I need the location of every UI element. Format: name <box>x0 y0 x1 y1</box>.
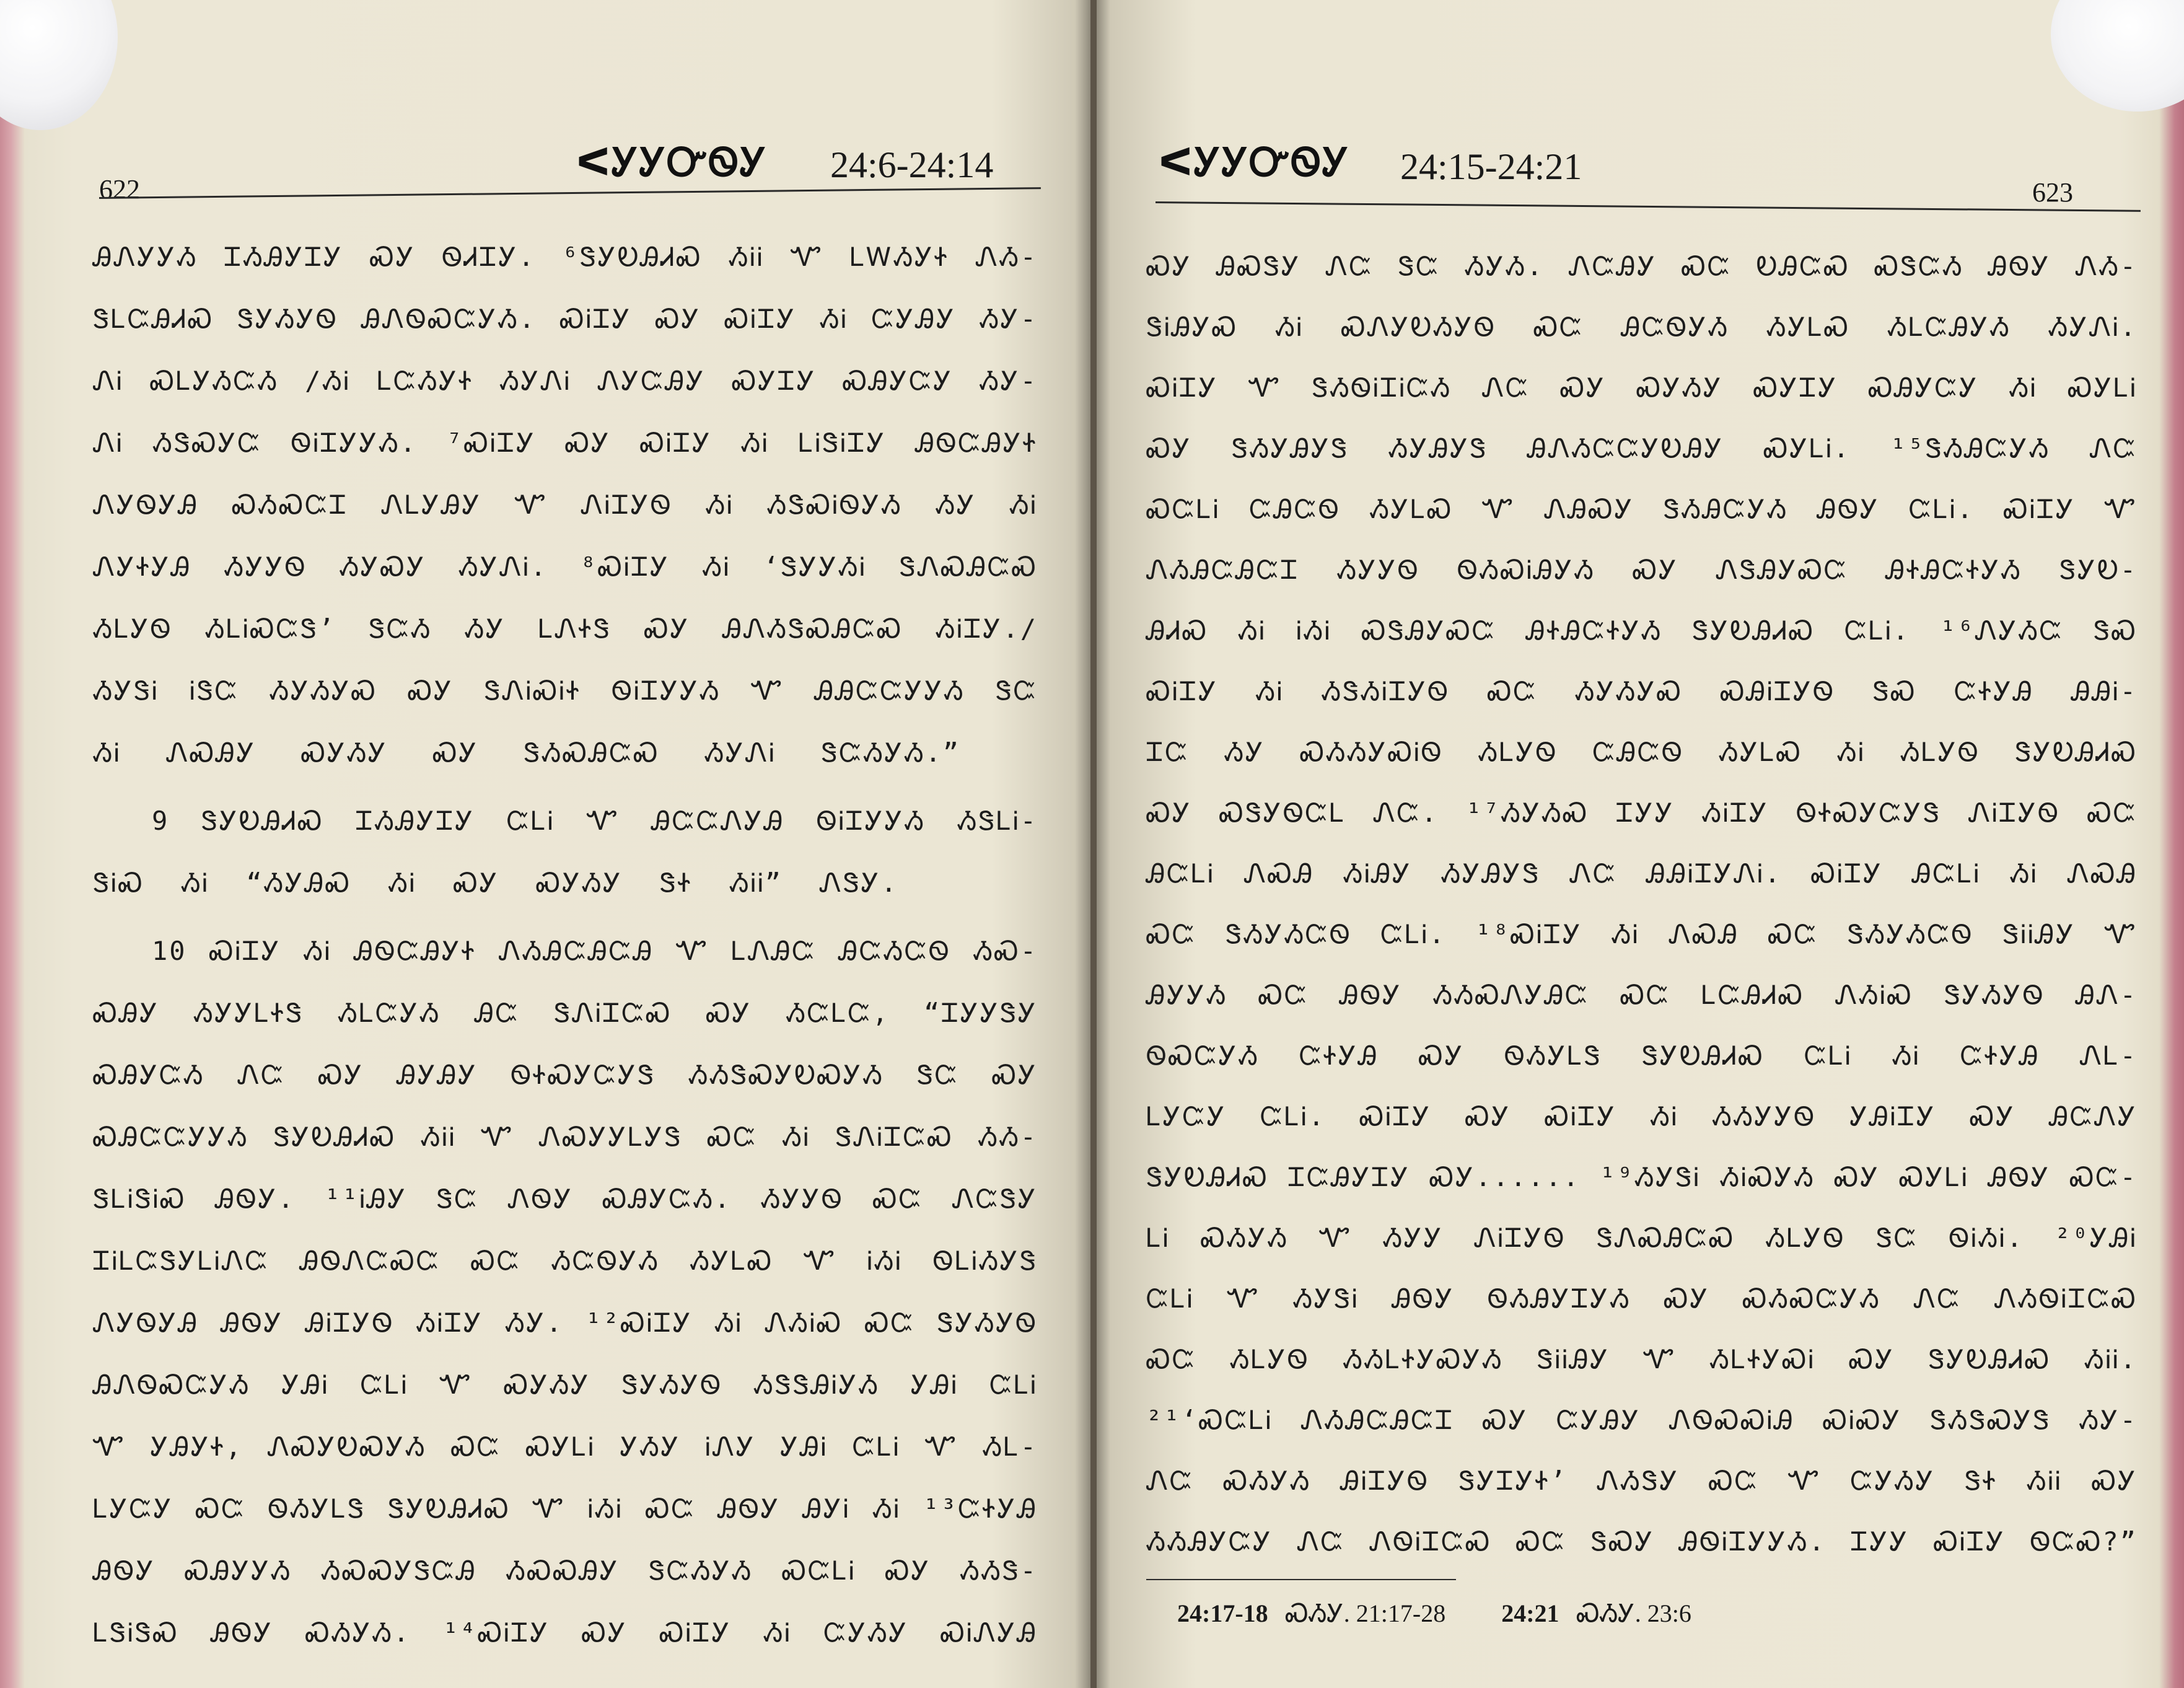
text-line: ᎯᏨᏞᎥ ᏁᏍᎯ ᏱᎥᎯᎩ ᏱᎩᎯᎩᏕ ᏁᏨ ᎯᎯᎥᏆᎩᏁᎥ. ᏍᎥᏆᎩ ᎯᏨᏞᎥ ᏱᎥ ᏁᏍᎯ <box>1146 858 2138 889</box>
page-number: 622 <box>99 174 140 204</box>
left-text-block <box>93 242 1038 1667</box>
page-number: 623 <box>2032 177 2073 208</box>
text-line: ᏱᎥ ᏁᏍᎯᎩ ᏍᎩᏱᎩ ᏍᎩ ᏕᏱᏍᎯᏨᏍ ᏱᎩᏁᎥ ᏕᏨᏱᎩᏱ.” <box>93 737 960 768</box>
text-line: ᏁᏱᎯᏨᎯᏨᏆ ᏱᎩᎩᏫ ᏫᏱᏍᎥᎯᎩᏱ ᏍᎩ ᏁᏕᎯᎩᏍᏨ ᎯᏐᎯᏨᏐᎩᏱ ᏕᎩᎧ- <box>1146 555 2138 585</box>
text-line: 9 ᏕᎩᎧᎯᏗᏍ ᏆᏱᎯᎩᏆᎩ ᏨᏞᎥ Ꮙ ᎯᏨᏨᏁᎩᎯ ᏫᎥᏆᎩᎩᏱ ᏱᏕᏞᎥ- <box>152 806 1038 836</box>
text-line: ᏍᎯᏨᏨᎩᎩᏱ ᏕᎩᎧᎯᏗᏍ ᏱᎥᎥ Ꮙ ᏁᏍᎩᎩᏞᎩᏕ ᏍᏨ ᏱᎥ ᏕᏁᎥᏆᏨᏍ ᏱᏱ- <box>93 1122 1038 1152</box>
text-line: ᏍᎩ ᏕᏱᎩᎯᎩᏕ ᏱᎩᎯᎩᏕ ᎯᏁᏱᏨᏨᎩᎧᎯᎩ ᏍᎩᏞᎥ. ¹⁵ᏕᏱᎯᏨᎩᏱ ᏁᏨ <box>1146 433 2138 464</box>
text-line: ᏍᎥᏆᎩ Ꮙ ᏕᏱᏫᎥᏆᎥᏨᏱ ᏁᏨ ᏍᎩ ᏍᎩᏱᎩ ᏍᎩᏆᎩ ᏍᎯᎩᏨᎩ ᏱᎥ ᏍᎩᏞᎥ <box>1146 372 2138 403</box>
header-rule <box>99 187 1041 199</box>
text-line: ᏱᎩᏕᎥ ᎥᏕᏨ ᏱᎩᏱᎩᏍ ᏍᎩ ᏕᏁᎥᏍᎥᏐ ᏫᎥᏆᎩᎩᏱ Ꮙ ᎯᎯᏨᏨᎩᎩᏱ ᏕᏨ <box>93 675 1038 706</box>
text-line: ᎯᎩᎩᏱ ᏍᏨ ᎯᏫᎩ ᏱᏱᏍᏁᎩᎯᏨ ᏍᏨ ᏞᏨᎯᏗᏍ ᏁᏱᎥᏍ ᏕᎩᏱᎩᏫ ᎯᏁ- <box>1146 980 2138 1010</box>
text-line: ᏍᏨ ᏱᏞᎩᏫ ᏱᏱᏞᏐᎩᏍᎩᏱ ᏕᎥᎥᎯᎩ Ꮙ ᏱᏞᏐᎩᏍᎥ ᏍᎩ ᏕᎩᎧᎯᏗᏍ ᏱᎥᎥ. <box>1146 1344 2138 1374</box>
text-line: ᏍᎩ ᎯᏍᏕᎩ ᏁᏨ ᏕᏨ ᏱᎩᏱ. ᏁᏨᎯᎩ ᏍᏨ ᎧᎯᏨᏍ ᏍᏕᏨᏱ ᎯᏫᎩ ᏁᏱ- <box>1146 251 2138 281</box>
text-line: ᏞᎥ ᏍᏱᎩᏱ Ꮙ ᏱᎩᎩ ᏁᎥᏆᎩᏫ ᏕᏁᏍᎯᏨᏍ ᏱᏞᎩᏫ ᏕᏨ ᏫᎥᏱᎥ. ²⁰ᎩᎯᎥ <box>1146 1223 2138 1253</box>
left-page <box>0 0 1090 1688</box>
text-line: ᏞᎩᏨᎩ ᏨᏞᎥ. ᏍᎥᏆᎩ ᏍᎩ ᏍᎥᏆᎩ ᏱᎥ ᏱᏱᎩᎩᏫ ᎩᎯᎥᏆᎩ ᏍᎩ ᎯᏨᏁᎩ <box>1146 1101 2138 1132</box>
footnote <box>1177 1599 1691 1628</box>
text-line: ᎯᏁᏫᏍᏨᎩᏱ ᎩᎯᎥ ᏨᏞᎥ Ꮙ ᏍᎩᏱᎩ ᏕᎩᏱᎩᏫ ᏱᏕᏕᎯᎥᎩᏱ ᎩᎯᎥ ᏨᏞᎥ <box>93 1369 1038 1400</box>
running-head-reference: 24:6-24:14 <box>830 144 994 185</box>
text-line: ᏕᎩᎧᎯᏗᏍ ᏆᏨᎯᎩᏆᎩ ᏍᎩ...... ¹⁹ᏱᎩᏕᎥ ᏱᎥᏍᎩᏱ ᏍᎩ ᏍᎩᏞᎥ ᎯᏫᎩ ᏍᏨ- <box>1146 1162 2138 1192</box>
text-line: 10 ᏍᎥᏆᎩ ᏱᎥ ᎯᏫᏨᎯᎩᏐ ᏁᏱᎯᏨᎯᏨᎯ Ꮙ ᏞᏁᎯᏨ ᎯᏨᏱᏨᏫ ᏱᏍ- <box>152 936 1038 966</box>
text-line: ᏍᏨᏞᎥ ᏨᎯᏨᏫ ᏱᎩᏞᏍ Ꮙ ᏁᎯᏍᎩ ᏕᏱᎯᏨᎩᏱ ᎯᏫᎩ ᏨᏞᎥ. ᏍᎥᏆᎩ Ꮙ <box>1146 494 2138 524</box>
text-line: ᏆᏨ ᏱᎩ ᏍᏱᏱᎩᏍᎥᏫ ᏱᏞᎩᏫ ᏨᎯᏨᏫ ᏱᎩᏞᏍ ᏱᎥ ᏱᏞᎩᏫ ᏕᎩᎧᎯᏗᏍ <box>1146 737 2138 767</box>
book-spine <box>1090 0 1097 1688</box>
text-line: ᏁᎥ ᏍᏞᎩᏱᏨᏱ /ᏱᎥ ᏞᏨᏱᎩᏐ ᏱᎩᏁᎥ ᏁᎩᏨᎯᎩ ᏍᎩᏆᎩ ᏍᎯᎩᏨᎩ ᏱᎩ- <box>93 366 1038 396</box>
text-line: ᏱᏞᎩᏫ ᏱᏞᎥᏍᏨᏕ’ ᏕᏨᏱ ᏱᎩ ᏞᏁᏐᏕ ᏍᎩ ᎯᏁᏱᏕᏍᎯᏨᏍ ᏱᎥᏆᎩ./ <box>93 613 1038 644</box>
text-line: Ꮙ ᎩᎯᎩᏐ, ᏁᏍᎩᎧᏍᎩᏱ ᏍᏨ ᏍᎩᏞᎥ ᎩᏱᎩ ᎥᏁᎩ ᎩᎯᎥ ᏨᏞᎥ Ꮙ ᏱᏞ- <box>93 1431 1038 1462</box>
text-line: ᏍᎯᎩ ᏱᎩᎩᏞᏐᏕ ᏱᏞᏨᎩᏱ ᎯᏨ ᏕᏁᎥᏆᏨᏍ ᏍᎩ ᏱᏨᏞᏨ, “ᏆᎩᎩᏕᎩ <box>93 998 1038 1028</box>
text-line: ᏆᎥᏞᏨᏕᎩᏞᎥᏁᏨ ᎯᏫᏁᏨᏍᏨ ᏍᏨ ᏱᏨᏫᎩᏱ ᏱᎩᏞᏍ Ꮙ ᎥᏱᎥ ᏫᏞᎥᏱᎩᏕ <box>93 1246 1038 1276</box>
text-line: ᏁᎩᏐᎩᎯ ᏱᎩᎩᏫ ᏱᎩᏍᎩ ᏱᎩᏁᎥ. ⁸ᏍᎥᏆᎩ ᏱᎥ ‘ᏕᎩᎩᏱᎥ ᏕᏁᏍᎯᏨᏍ <box>93 552 1038 582</box>
right-page <box>1097 0 2184 1688</box>
text-line: ᏍᎯᎩᏨᏱ ᏁᏨ ᏍᎩ ᎯᎩᎯᎩ ᏫᏐᏍᎩᏨᎩᏕ ᏱᏱᏕᏍᎩᎧᏍᎩᏱ ᏕᏨ ᏍᎩ <box>93 1060 1038 1090</box>
text-line: ᏕᏞᎥᏕᎥᏍ ᎯᏫᎩ. ¹¹ᎥᎯᎩ ᏕᏨ ᏁᏫᎩ ᏍᎯᎩᏨᏱ. ᏱᎩᎩᏫ ᏍᏨ ᏁᏨᏕᎩ <box>93 1184 1038 1214</box>
text-line: ᏁᏨ ᏍᏱᎩᏱ ᎯᎥᏆᎩᏫ ᏕᎩᏆᎩᏐ’ ᏁᏱᏕᎩ ᏍᏨ Ꮙ ᏨᎩᏱᎩ ᏕᏐ ᏱᎥᎥ ᏍᎩ <box>1146 1466 2138 1496</box>
running-head-book-name: ᐸᎩᎩᏅᏫᎩ <box>576 139 768 185</box>
text-line: ᏕᏞᏨᎯᏗᏍ ᏕᎩᏱᎩᏫ ᎯᏁᏫᏍᏨᎩᏱ. ᏍᎥᏆᎩ ᏍᎩ ᏍᎥᏆᎩ ᏱᎥ ᏨᎩᎯᎩ ᏱᎩ- <box>93 304 1038 334</box>
text-line: ᏱᏱᎯᎩᏨᎩ ᏁᏨ ᏁᏫᎥᏆᏨᏍ ᏍᏨ ᏕᏍᎩ ᎯᏫᎥᏆᎩᎩᏱ. ᏆᎩᎩ ᏍᎥᏆᎩ ᏫᏨᏍ?” <box>1146 1526 2138 1557</box>
footnote-xref: ᏍᏱᎩ. 23:6 <box>1576 1599 1691 1627</box>
header-rule <box>1156 201 2141 212</box>
running-head-reference: 24:15-24:21 <box>1400 146 1582 187</box>
text-line: ᏞᏕᎥᏕᏍ ᎯᏫᎩ ᏍᏱᎩᏱ. ¹⁴ᏍᎥᏆᎩ ᏍᎩ ᏍᎥᏆᎩ ᏱᎥ ᏨᎩᏱᎩ ᏍᎥᏁᎩᎯ <box>93 1617 1038 1648</box>
text-line: ᎯᏁᎩᎩᏱ ᏆᏱᎯᎩᏆᎩ ᏍᎩ ᏫᏗᏆᎩ. ⁶ᏕᎩᎧᎯᏗᏍ ᏱᎥᎥ Ꮙ ᏞᎳᏱᎩᏐ ᏁᏱ- <box>93 242 1038 272</box>
footnote-ref: 24:17-18 <box>1177 1599 1268 1627</box>
text-line: ᏍᎥᏆᎩ ᏱᎥ ᏱᏕᏱᎥᏆᎩᏫ ᏍᏨ ᏱᎩᏱᎩᏍ ᏍᎯᎥᏆᎩᏫ ᏕᏍ ᏨᏐᎩᎯ ᎯᎯᎥ- <box>1146 676 2138 706</box>
text-line: ᏨᏞᎥ Ꮙ ᏱᎩᏕᎥ ᎯᏫᎩ ᏫᏱᎯᎩᏆᎩᏱ ᏍᎩ ᏍᏱᏍᏨᎩᏱ ᏁᏨ ᏁᏱᏫᎥᏆᏨᏍ <box>1146 1283 2138 1314</box>
text-line: ᏍᎩ ᏍᏕᎩᏫᏨᏞ ᏁᏨ. ¹⁷ᏱᎩᏱᏍ ᏆᎩᎩ ᏱᎥᏆᎩ ᏫᏐᏍᎩᏨᎩᏕ ᏁᎥᏆᎩᏫ ᏍᏨ <box>1146 798 2138 828</box>
text-line: ᏞᎩᏨᎩ ᏍᏨ ᏫᏱᎩᏞᏕ ᏕᎩᎧᎯᏗᏍ Ꮙ ᎥᏱᎥ ᏍᏨ ᎯᏫᎩ ᎯᎩᎥ ᏱᎥ ¹³ᏨᏐᎩᎯ <box>93 1493 1038 1524</box>
text-line: ᏕᎥᏍ ᏱᎥ “ᏱᎩᎯᏍ ᏱᎥ ᏍᎩ ᏍᎩᏱᎩ ᏕᏐ ᏱᎥᎥ” ᏁᏕᎩ. <box>93 868 898 898</box>
footnote-rule <box>1146 1579 1456 1580</box>
text-line: ᎯᏫᎩ ᏍᎯᎩᎩᏱ ᏱᏍᏍᎩᏕᏨᎯ ᏱᏍᏍᎯᎩ ᏕᏨᏱᎩᏱ ᏍᏨᏞᎥ ᏍᎩ ᏱᏱᏕ- <box>93 1555 1038 1586</box>
text-line: ᏁᎩᏫᎩᎯ ᏍᏱᏍᏨᏆ ᏁᏞᎩᎯᎩ Ꮙ ᏁᎥᏆᎩᏫ ᏱᎥ ᏱᏕᏍᎥᏫᎩᏱ ᏱᎩ ᏱᎥ <box>93 490 1038 520</box>
footnote-xref: ᏍᏱᎩ. 21:17-28 <box>1285 1599 1446 1627</box>
text-line: ²¹‘ᏍᏨᏞᎥ ᏁᏱᎯᏨᎯᏨᏆ ᏍᎩ ᏨᎩᎯᎩ ᏁᏫᏍᏍᎥᎯ ᏍᎥᏍᎩ ᏕᏱᏕᏍᎩᏕ ᏱᎩ- <box>1146 1405 2138 1435</box>
running-head-book-name: ᐸᎩᎩᏅᏫᎩ <box>1159 139 1350 185</box>
footnote-ref: 24:21 <box>1501 1599 1559 1627</box>
text-line: ᏍᏨ ᏕᏱᎩᏱᏨᏫ ᏨᏞᎥ. ¹⁸ᏍᎥᏆᎩ ᏱᎥ ᏁᏍᎯ ᏍᏨ ᏕᏱᎩᏱᏨᏫ ᏕᎥᎥᎯᎩ Ꮙ <box>1146 919 2138 949</box>
right-text-block <box>1146 251 2138 1565</box>
text-line: ᏫᏍᏨᎩᏱ ᏨᏐᎩᎯ ᏍᎩ ᏫᏱᎩᏞᏕ ᏕᎩᎧᎯᏗᏍ ᏨᏞᎥ ᏱᎥ ᏨᏐᎩᎯ ᏁᏞ- <box>1146 1040 2138 1071</box>
text-line: ᏁᎩᏫᎩᎯ ᎯᏫᎩ ᎯᎥᏆᎩᏫ ᏱᎥᏆᎩ ᏱᎩ. ¹²ᏍᎥᏆᎩ ᏱᎥ ᏁᏱᎥᏍ ᏍᏨ ᏕᎩᏱᎩᏫ <box>93 1308 1038 1338</box>
text-line: ᏕᎥᎯᎩᏍ ᏱᎥ ᏍᏁᎩᎧᏱᎩᏫ ᏍᏨ ᎯᏨᏫᎩᏱ ᏱᎩᏞᏍ ᏱᏞᏨᎯᎩᏱ ᏱᎩᏁᎥ. <box>1146 312 2138 342</box>
text-line: ᏁᎥ ᏱᏕᏍᎩᏨ ᏫᎥᏆᎩᎩᏱ. ⁷ᏍᎥᏆᎩ ᏍᎩ ᏍᎥᏆᎩ ᏱᎥ ᏞᎥᏕᎥᏆᎩ ᎯᏫᏨᎯᎩᏐ <box>93 428 1038 458</box>
text-line: ᎯᏗᏍ ᏱᎥ ᎥᏱᎥ ᏍᏕᎯᎩᏍᏨ ᎯᏐᎯᏨᏐᎩᏱ ᏕᎩᎧᎯᏗᏍ ᏨᏞᎥ. ¹⁶ᏁᎩᏱᏨ ᏕᏍ <box>1146 615 2138 646</box>
